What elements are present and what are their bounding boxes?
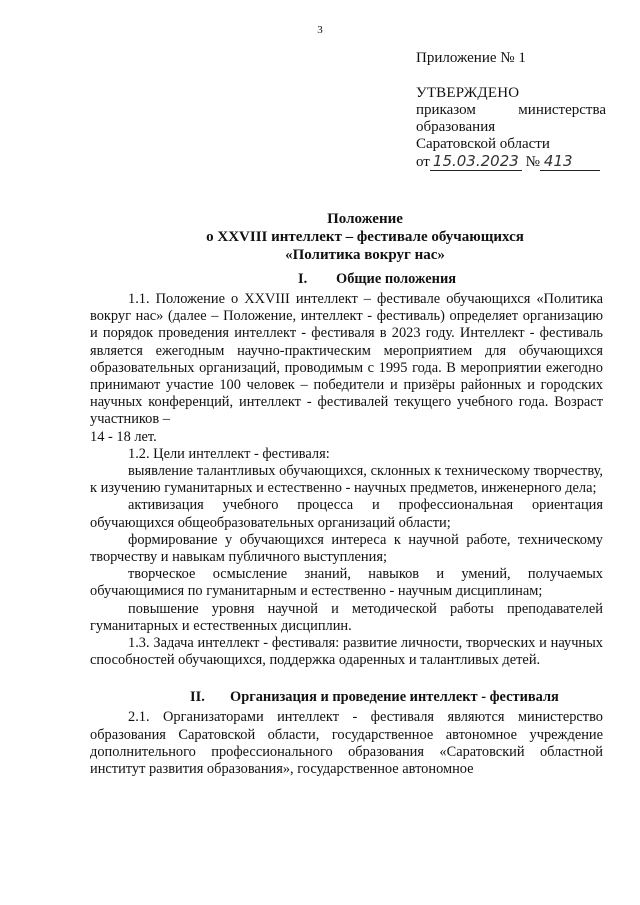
paragraph-1-1: 1.1. Положение о XXVIII интеллект – фестивале обучающихся «Политика вокруг нас» (далее – Положение, интеллект - фестиваль) определяет организацию и порядок проведения интеллект - фестиваля в 2023 году. Интеллект - фестиваль является ежегодным научно-практическим мероприятием для обучающихся образовательных организаций, проводимым с 1995 года. В мероприятии ежегодно принимают участие 100 человек – победители и призёры районных и городских научных конференций, интеллект - фестивалей текущего учебного года. Возраст участников – — [90, 291, 603, 428]
document-title — [0, 210, 640, 264]
goal-1: выявление талантливых обучающихся, склонных к техническому творчеству, к изучению гуманитарных и естественно - научных предметов, инженерного дела; — [90, 463, 603, 497]
section-2-heading — [90, 689, 603, 709]
order-date-number — [416, 153, 606, 171]
page-number: 3 — [317, 24, 323, 36]
section-2-title: Организация и проведение интеллект - фестиваля — [230, 689, 559, 706]
paragraph-1-1-end: 14 - 18 лет. — [90, 428, 157, 445]
title-line-2: о XXVIII интеллект – фестивале обучающихся — [206, 229, 524, 245]
title-line-3: «Политика вокруг нас» — [285, 247, 445, 263]
education-word: образования — [416, 119, 496, 135]
paragraph-2-1: 2.1. Организаторами интеллект - фестиваля являются министерство образования Саратовской области, государственное автономное учреждение дополнительного профессионального образования «Саратовский областной институт развития образования», государственное автономное — [90, 709, 603, 778]
order-date: 15.03.2023 — [430, 153, 522, 171]
section-1-title: Общие положения — [336, 271, 457, 287]
region-name: Саратовской области — [416, 136, 550, 152]
document-body — [90, 271, 603, 778]
order-word: приказом — [416, 102, 476, 118]
number-label: № — [525, 154, 540, 170]
section-1-heading — [90, 271, 603, 291]
section-1-roman: I. — [298, 271, 308, 287]
paragraph-1-3: 1.3. Задача интеллект - фестиваля: развитие личности, творческих и научных способностей обучающихся, поддержка одаренных и талантливых детей. — [90, 635, 603, 669]
ministry-word: министерства — [518, 102, 606, 118]
goal-2: активизация учебного процесса и профессиональная ориентация обучающихся общеобразовательных организаций области; — [90, 497, 603, 531]
order-number: 413 — [540, 153, 600, 171]
goal-4: творческое осмысление знаний, навыков и умений, получаемых обучающимися по гуманитарным и естественно - научным дисциплинам; — [90, 566, 603, 600]
section-2-roman: II. — [190, 689, 205, 706]
approval-block — [416, 50, 606, 171]
annex-label: Приложение № 1 — [416, 50, 526, 66]
order-line — [416, 102, 606, 119]
from-label: от — [416, 154, 430, 170]
approved-label: УТВЕРЖДЕНО — [416, 85, 520, 101]
paragraph-1-2: 1.2. Цели интеллект - фестиваля: — [128, 445, 330, 462]
goal-5: повышение уровня научной и методической работы преподавателей гуманитарных и естественных дисциплин. — [90, 600, 603, 634]
goal-3: формирование у обучающихся интереса к научной работе, техническому творчеству и навыкам публичного выступления; — [90, 531, 603, 566]
title-line-1: Положение — [327, 211, 403, 227]
